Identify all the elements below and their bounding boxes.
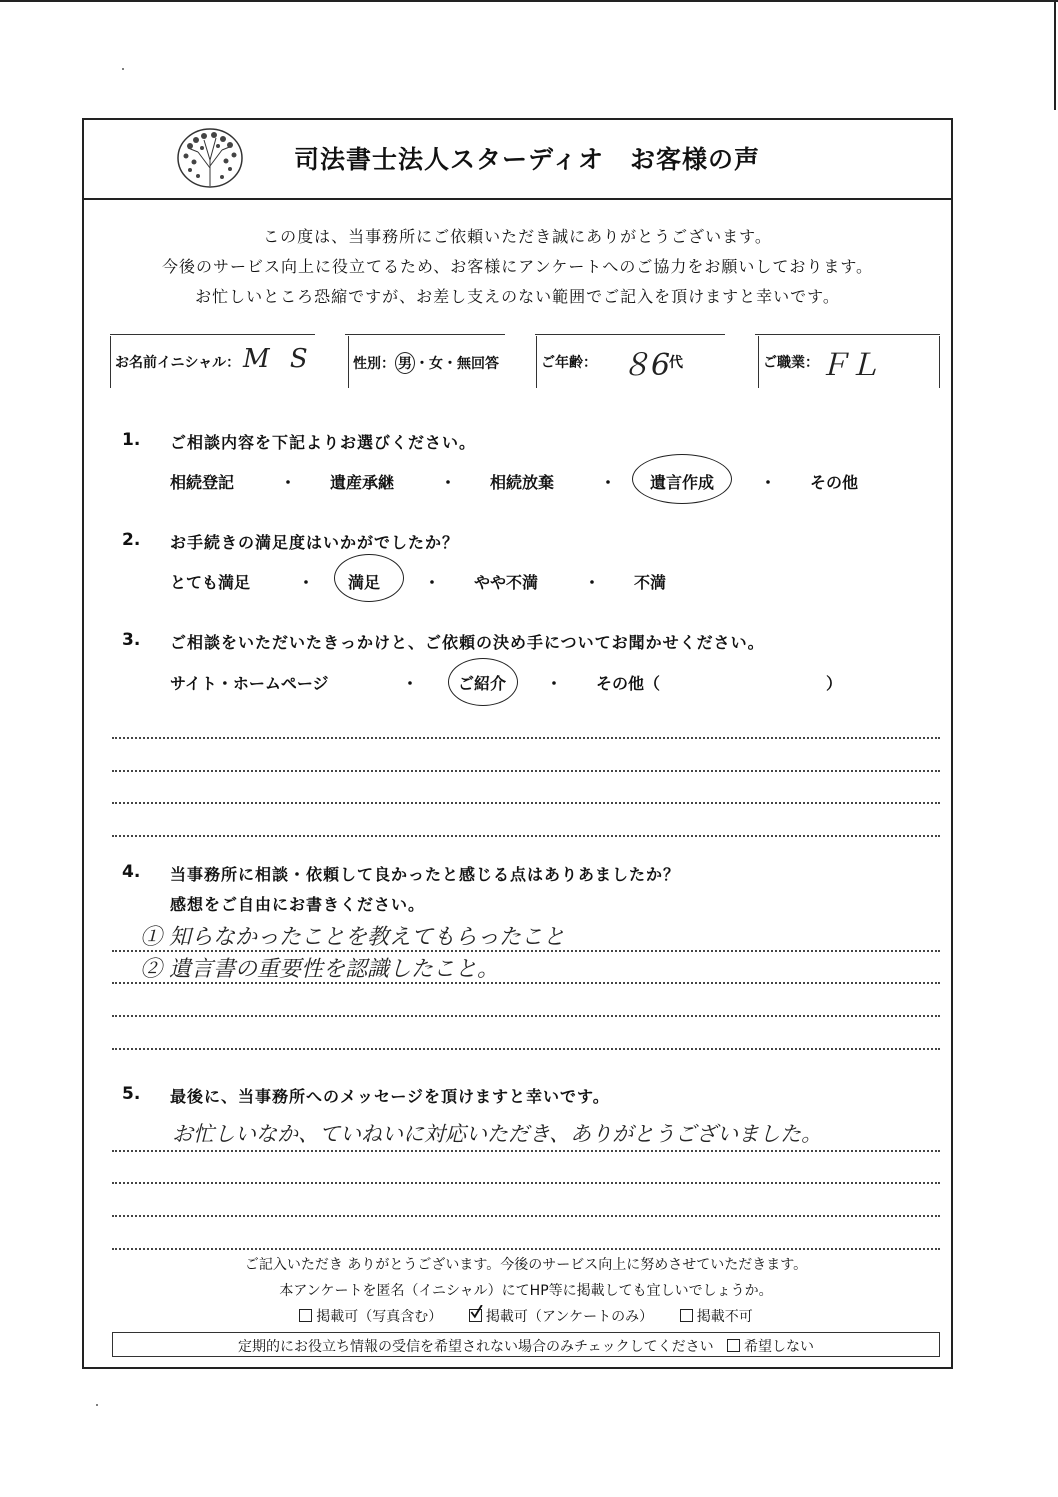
footer-question: 本アンケートを匿名（イニシャル）にてHP等に掲載しても宜しいでしょうか。 [279, 1283, 773, 1299]
checkbox-newsletter-optout[interactable] [727, 1339, 740, 1352]
scan-speck [122, 68, 124, 70]
no-publish-label: 掲載不可 [696, 1309, 753, 1325]
initial-field [110, 336, 341, 388]
logo-tree-icon [176, 128, 244, 192]
respondent-info-row [110, 336, 940, 388]
q3-option-1[interactable]: サイト・ホームページ [170, 674, 329, 693]
publish-options [112, 1306, 940, 1326]
form-header [84, 120, 951, 200]
q4-text: 当事務所に相談・依頼して良かったと感じる点はありあましたか？ [170, 865, 681, 884]
q1-option-2[interactable]: 遺産承継 [330, 473, 395, 492]
consent-section [112, 1248, 940, 1358]
job-field [758, 336, 940, 388]
q1-option-3[interactable]: 相続放棄 [490, 473, 555, 492]
answer-line [112, 1150, 940, 1152]
answer-line [112, 1048, 940, 1050]
gender-field [348, 336, 534, 388]
initial-value: M S [243, 344, 314, 374]
q2-text: お手続きの満足度はいかがでしたか？ [170, 533, 460, 552]
q5-text: 最後に、当事務所へのメッセージを頂けますと幸いです。 [170, 1087, 610, 1106]
footer-top-line [112, 1248, 940, 1250]
answer-line [112, 1215, 940, 1217]
rule [345, 334, 505, 335]
intro-line-2: 今後のサービス向上に役立てるため、お客様にアンケートへのご協力をお願いしております。 [161, 257, 874, 276]
q3-number: 3. [122, 630, 141, 650]
checkbox-publish-with-photo[interactable] [299, 1309, 312, 1322]
separator: ・ [760, 473, 777, 492]
q3-selection-circle [448, 658, 518, 706]
q2-selection-circle [334, 554, 404, 602]
answer-line [112, 770, 940, 772]
survey-form [82, 118, 953, 1369]
q1-option-5[interactable]: その他 [810, 473, 859, 492]
separator: ・ [402, 674, 419, 693]
separator: ・ [280, 473, 297, 492]
footer-thanks: ご記入いただき ありがとうございます。今後のサービス向上に努めさせていただきます。 [244, 1257, 808, 1273]
q2-option-2-selected[interactable]: 満足 [348, 573, 381, 592]
separator: ・ [424, 573, 441, 592]
newsletter-optout-text: 定期的にお役立ち情報の受信を希望されない場合のみチェックしてください [238, 1339, 714, 1355]
q4-handwritten-answer-2: ② 遺言書の重要性を認識したこと。 [140, 957, 499, 982]
rule [110, 334, 315, 335]
gender-label: 性別： 男 ・女・無回答 [353, 352, 499, 374]
q3-option-3-close: ） [826, 674, 843, 693]
separator: ・ [546, 674, 563, 693]
q4-text-2: 感想をご自由にお書きください。 [170, 895, 426, 914]
q5-handwritten-answer: お忙しいなか、ていねいに対応いただき、ありがとうございました。 [172, 1122, 823, 1146]
q1-option-4-selected[interactable]: 遺言作成 [650, 473, 715, 492]
age-label: ご年齢： [541, 355, 597, 371]
intro-line-3: お忙しいところ恐縮ですが、お差し支えのない範囲でご記入を頂けますと幸いです。 [195, 287, 840, 306]
q1-number: 1. [122, 430, 141, 450]
q1-selection-circle [632, 454, 732, 504]
scan-top-edge [0, 0, 1058, 2]
q4-number: 4. [122, 862, 141, 882]
answer-line [112, 1182, 940, 1184]
newsletter-optout [112, 1336, 940, 1356]
age-value: ８6 [621, 348, 671, 383]
q5-number: 5. [122, 1084, 141, 1104]
separator: ・ [600, 473, 617, 492]
q2-option-3[interactable]: やや不満 [474, 573, 539, 592]
answer-line [112, 737, 940, 739]
gender-male-circled: 男 [395, 352, 415, 374]
publish-survey-only-label: 掲載可（アンケートのみ） [485, 1309, 654, 1325]
initial-label: お名前イニシャル： [115, 355, 241, 371]
answer-line [112, 950, 940, 952]
separator: ・ [440, 473, 457, 492]
answer-line [112, 982, 940, 984]
rule [535, 334, 725, 335]
newsletter-optout-label: 希望しない [743, 1339, 814, 1355]
separator: ・ [298, 573, 315, 592]
publish-with-photo-label: 掲載可（写真含む） [316, 1309, 443, 1325]
scan-speck [96, 1404, 98, 1406]
q2-number: 2. [122, 530, 141, 550]
q4-handwritten-answer-1: ① 知らなかったことを教えてもらったこと [140, 925, 565, 950]
q3-text: ご相談をいただいたきっかけと、ご依頼の決め手についてお聞かせください。 [170, 633, 765, 652]
checkbox-no-publish[interactable] [680, 1309, 693, 1322]
q2-option-1[interactable]: とても満足 [170, 573, 251, 592]
separator: ・ [584, 573, 601, 592]
answer-line [112, 835, 940, 837]
q1-option-1[interactable]: 相続登記 [170, 473, 235, 492]
q3-option-2-selected[interactable]: ご紹介 [458, 674, 507, 693]
job-value: ＦＬ [819, 348, 879, 383]
answer-line [112, 802, 940, 804]
scan-right-edge [1054, 0, 1056, 110]
rule [755, 334, 940, 335]
checkmark-icon [469, 1305, 483, 1319]
intro-line-1: この度は、当事務所にご依頼いただき誠にありがとうございます。 [263, 227, 772, 246]
age-field [536, 336, 757, 388]
page-title: 司法書士法人スターディオ お客様の声 [294, 145, 761, 174]
age-unit: 代 [669, 355, 683, 371]
q2-option-4[interactable]: 不満 [634, 573, 667, 592]
q1-text: ご相談内容を下記よりお選びください。 [170, 433, 477, 452]
job-label: ご職業： [763, 355, 819, 371]
q3-option-3[interactable]: その他（ [596, 674, 661, 693]
answer-line [112, 1015, 940, 1017]
checkbox-publish-survey-only-checked[interactable] [469, 1309, 482, 1322]
